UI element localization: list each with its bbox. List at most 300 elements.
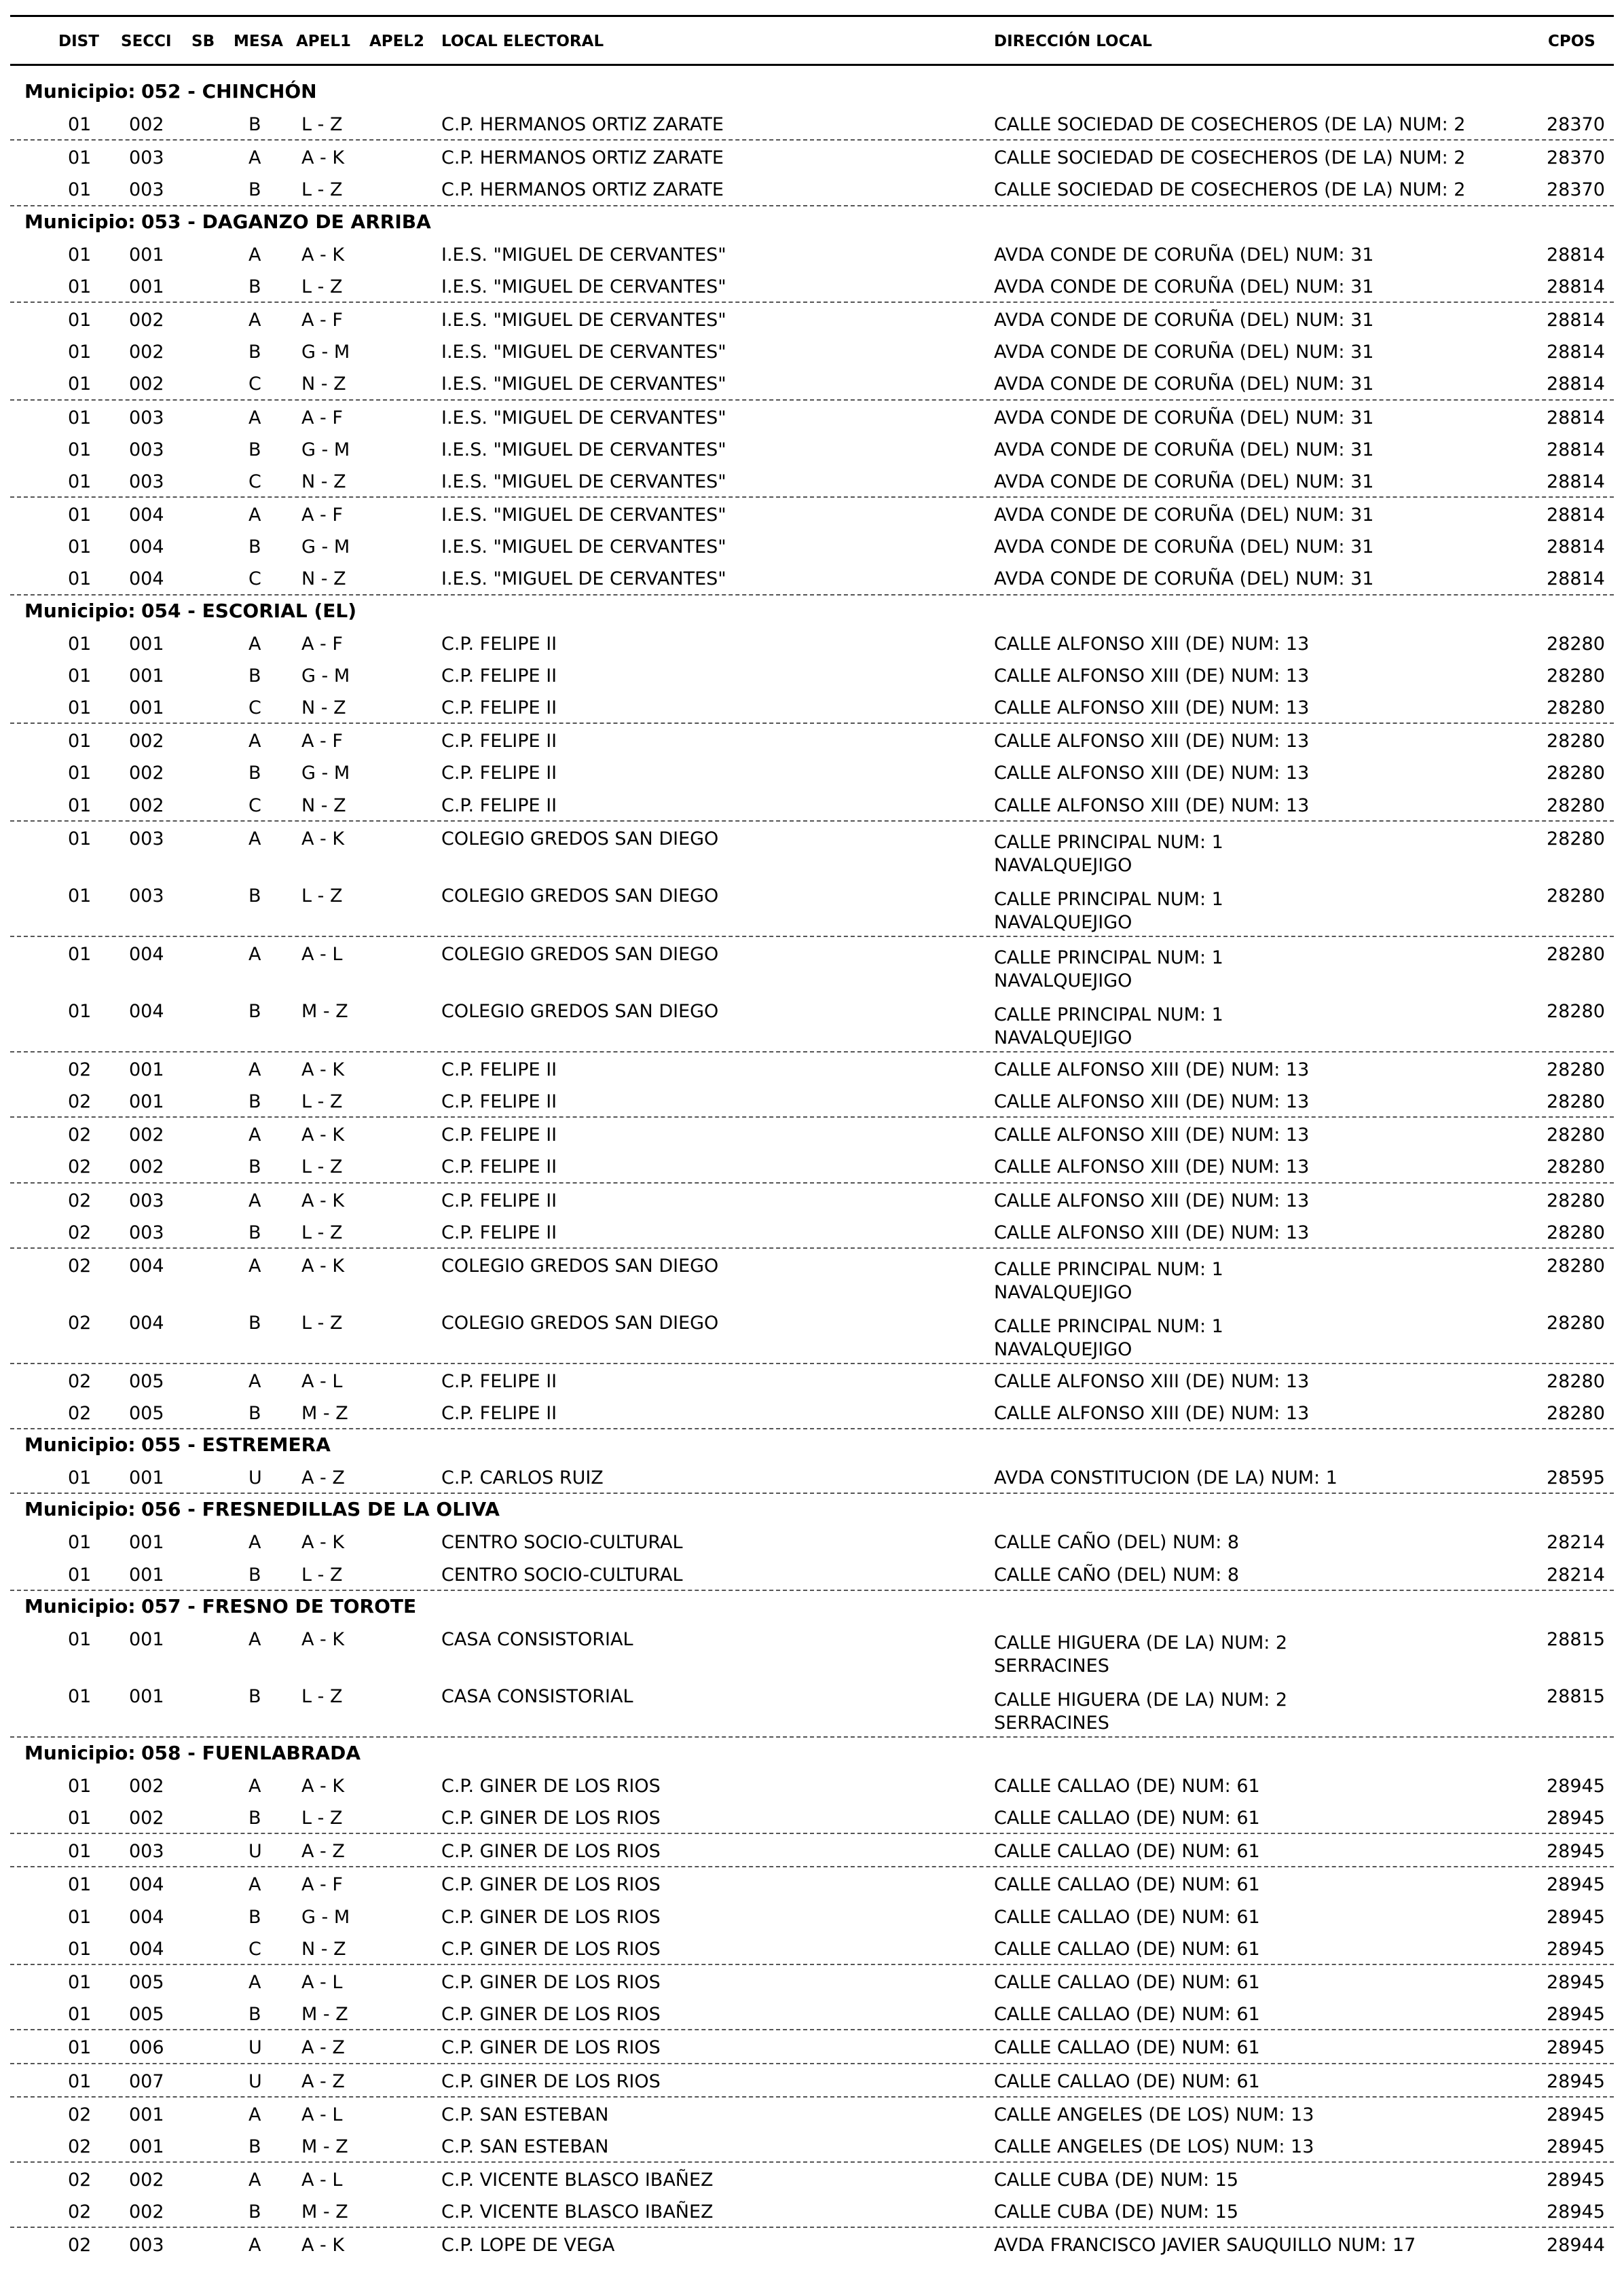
cell-cpos: 28280: [1547, 1403, 1605, 1425]
column-header-apel1: APEL1: [296, 33, 352, 50]
cell-mesa: A: [248, 828, 261, 849]
cell-dist: 01: [68, 536, 92, 558]
cell-mesa: B: [248, 763, 261, 784]
cell-cpos: 28814: [1547, 471, 1605, 492]
table-row: [0, 1306, 1624, 1363]
cell-secci: 002: [129, 1124, 164, 1146]
cell-local-electoral: I.E.S. "MIGUEL DE CERVANTES": [441, 276, 726, 297]
municipio-name: 058 - FUENLABRADA: [141, 1741, 361, 1764]
cell-apel1: L - Z: [301, 1156, 343, 1178]
cell-direccion-local: CALLE ALFONSO XIII (DE) NUM: 13: [994, 1091, 1310, 1112]
municipio-label: Municipio:: [24, 210, 136, 233]
cell-dist: 02: [68, 1156, 92, 1178]
cell-direccion-local: CALLE ALFONSO XIII (DE) NUM: 13: [994, 697, 1310, 718]
cell-dist: 02: [68, 1222, 92, 1243]
cell-local-electoral: CENTRO SOCIO-CULTURAL: [441, 1532, 683, 1554]
cell-dist: 02: [68, 2235, 92, 2256]
direccion-line-2: SERRACINES: [994, 1655, 1109, 1677]
cell-mesa: B: [248, 1312, 261, 1334]
table-row: [0, 2030, 1624, 2062]
cell-dist: 01: [68, 828, 92, 849]
column-header-apel2: APEL2: [369, 33, 425, 50]
cell-local-electoral: C.P. GINER DE LOS RIOS: [441, 1841, 661, 1863]
cell-cpos: 28280: [1547, 1312, 1605, 1334]
cell-direccion-local: CALLE ALFONSO XIII (DE) NUM: 13: [994, 1059, 1310, 1080]
cell-direccion-local: CALLE ALFONSO XIII (DE) NUM: 13: [994, 1403, 1310, 1425]
cell-dist: 01: [68, 697, 92, 718]
cell-direccion-local: CALLE SOCIEDAD DE COSECHEROS (DE LA) NUM: 2: [994, 179, 1466, 201]
cell-local-electoral: COLEGIO GREDOS SAN DIEGO: [441, 885, 719, 907]
cell-cpos: 28945: [1547, 2104, 1605, 2125]
column-header-dist: DIST: [58, 33, 99, 50]
cell-cpos: 28370: [1547, 147, 1605, 169]
cell-mesa: B: [248, 1564, 261, 1586]
cell-direccion-local: [994, 888, 1223, 934]
cell-direccion-local: [994, 947, 1223, 993]
cell-direccion-local: CALLE CALLAO (DE) NUM: 61: [994, 2004, 1260, 2026]
cell-secci: 005: [129, 2004, 164, 2026]
cell-direccion-local: [994, 1004, 1223, 1050]
cell-secci: 001: [129, 697, 164, 718]
cell-dist: 01: [68, 505, 92, 526]
cell-secci: 004: [129, 568, 164, 590]
cell-apel1: M - Z: [301, 2004, 348, 2026]
cell-local-electoral: COLEGIO GREDOS SAN DIEGO: [441, 1312, 719, 1334]
cell-dist: 02: [68, 1059, 92, 1080]
cell-dist: 01: [68, 1775, 92, 1797]
cell-local-electoral: C.P. FELIPE II: [441, 1091, 557, 1112]
table-row: [0, 1525, 1624, 1557]
cell-dist: 01: [68, 1000, 92, 1022]
cell-cpos: 28280: [1547, 1000, 1605, 1022]
column-header-direccion-local: DIRECCIÓN LOCAL: [994, 33, 1152, 50]
cell-dist: 01: [68, 1532, 92, 1554]
cell-apel1: A - L: [301, 1370, 343, 1392]
table-row: [0, 562, 1624, 593]
cell-direccion-local: AVDA CONDE DE CORUÑA (DEL) NUM: 31: [994, 276, 1374, 297]
table-row: [0, 1184, 1624, 1215]
cell-direccion-local: CALLE CUBA (DE) NUM: 15: [994, 2201, 1239, 2223]
cell-local-electoral: C.P. GINER DE LOS RIOS: [441, 2070, 661, 2092]
cell-secci: 002: [129, 2201, 164, 2223]
cell-direccion-local: CALLE ANGELES (DE LOS) NUM: 13: [994, 2136, 1314, 2157]
cell-cpos: 28814: [1547, 244, 1605, 266]
cell-secci: 002: [129, 2170, 164, 2191]
cell-dist: 01: [68, 763, 92, 784]
cell-apel1: A - F: [301, 505, 343, 526]
cell-apel1: A - Z: [301, 1841, 345, 1863]
table-row: [0, 1150, 1624, 1182]
cell-dist: 01: [68, 633, 92, 655]
cell-apel1: A - K: [301, 1059, 345, 1080]
cell-apel1: A - K: [301, 2235, 345, 2256]
direccion-line-1: CALLE PRINCIPAL NUM: 1: [994, 831, 1223, 853]
municipio-name: 053 - DAGANZO DE ARRIBA: [141, 210, 431, 233]
cell-local-electoral: I.E.S. "MIGUEL DE CERVANTES": [441, 536, 726, 558]
cell-cpos: 28945: [1547, 2070, 1605, 2092]
cell-secci: 002: [129, 309, 164, 331]
cell-cpos: 28945: [1547, 1874, 1605, 1896]
direccion-line-2: NAVALQUEJIGO: [994, 1281, 1132, 1303]
cell-dist: 01: [68, 1628, 92, 1650]
cell-local-electoral: C.P. LOPE DE VEGA: [441, 2235, 615, 2256]
cell-local-electoral: C.P. GINER DE LOS RIOS: [441, 1906, 661, 1928]
table-row: [0, 659, 1624, 691]
cell-cpos: 28280: [1547, 885, 1605, 907]
cell-dist: 01: [68, 2004, 92, 2026]
table-row: [0, 1867, 1624, 1899]
cell-local-electoral: I.E.S. "MIGUEL DE CERVANTES": [441, 407, 726, 428]
cell-cpos: 28814: [1547, 407, 1605, 428]
cell-cpos: 28370: [1547, 179, 1605, 201]
cell-cpos: 28280: [1547, 828, 1605, 849]
cell-cpos: 28945: [1547, 1808, 1605, 1829]
table-row: [0, 2098, 1624, 2129]
cell-cpos: 28280: [1547, 1255, 1605, 1277]
cell-direccion-local: [994, 1315, 1223, 1361]
cell-mesa: A: [248, 943, 261, 965]
cell-dist: 01: [68, 1971, 92, 1993]
cell-mesa: A: [248, 505, 261, 526]
cell-secci: 005: [129, 1403, 164, 1425]
cell-direccion-local: AVDA CONDE DE CORUÑA (DEL) NUM: 31: [994, 568, 1374, 590]
cell-secci: 004: [129, 505, 164, 526]
cell-apel1: A - F: [301, 731, 343, 752]
cell-direccion-local: CALLE ALFONSO XIII (DE) NUM: 13: [994, 731, 1310, 752]
cell-mesa: C: [248, 794, 261, 816]
table-row: [0, 1558, 1624, 1590]
cell-secci: 004: [129, 943, 164, 965]
table-row: [0, 724, 1624, 756]
cell-dist: 02: [68, 2201, 92, 2223]
municipio-heading: [0, 1591, 1624, 1622]
header-top-rule: [10, 15, 1614, 17]
cell-direccion-local: CALLE ALFONSO XIII (DE) NUM: 13: [994, 633, 1310, 655]
cell-local-electoral: C.P. FELIPE II: [441, 1370, 557, 1392]
cell-secci: 001: [129, 1467, 164, 1489]
cell-direccion-local: CALLE ALFONSO XIII (DE) NUM: 13: [994, 1190, 1310, 1211]
cell-dist: 01: [68, 407, 92, 428]
cell-dist: 01: [68, 147, 92, 169]
table-row: [0, 2163, 1624, 2195]
cell-local-electoral: I.E.S. "MIGUEL DE CERVANTES": [441, 342, 726, 363]
cell-apel1: A - K: [301, 1532, 345, 1554]
cell-cpos: 28814: [1547, 373, 1605, 395]
cell-local-electoral: C.P. VICENTE BLASCO IBAÑEZ: [441, 2170, 714, 2191]
table-row: [0, 2195, 1624, 2227]
cell-local-electoral: C.P. FELIPE II: [441, 633, 557, 655]
cell-secci: 003: [129, 828, 164, 849]
cell-secci: 003: [129, 439, 164, 460]
cell-secci: 002: [129, 731, 164, 752]
cell-local-electoral: CASA CONSISTORIAL: [441, 1628, 633, 1650]
cell-secci: 003: [129, 1841, 164, 1863]
cell-local-electoral: C.P. FELIPE II: [441, 1124, 557, 1146]
cell-local-electoral: C.P. GINER DE LOS RIOS: [441, 1938, 661, 1960]
cell-dist: 01: [68, 373, 92, 395]
cell-mesa: B: [248, 2136, 261, 2157]
municipio-name: 056 - FRESNEDILLAS DE LA OLIVA: [141, 1498, 500, 1521]
table-row: [0, 1364, 1624, 1396]
cell-mesa: B: [248, 342, 261, 363]
table-row: [0, 1215, 1624, 1247]
cell-dist: 02: [68, 1190, 92, 1211]
cell-direccion-local: CALLE CALLAO (DE) NUM: 61: [994, 2070, 1260, 2092]
direccion-line-1: CALLE PRINCIPAL NUM: 1: [994, 888, 1223, 910]
cell-secci: 005: [129, 1971, 164, 1993]
direccion-line-1: CALLE HIGUERA (DE LA) NUM: 2: [994, 1689, 1288, 1710]
cell-secci: 002: [129, 373, 164, 395]
cell-direccion-local: AVDA CONDE DE CORUÑA (DEL) NUM: 31: [994, 373, 1374, 395]
cell-direccion-local: CALLE SOCIEDAD DE COSECHEROS (DE LA) NUM: 2: [994, 147, 1466, 169]
cell-secci: 002: [129, 794, 164, 816]
table-row: [0, 1679, 1624, 1736]
cell-secci: 001: [129, 244, 164, 266]
cell-apel1: L - Z: [301, 1222, 343, 1243]
cell-apel1: N - Z: [301, 1938, 346, 1960]
cell-cpos: 28945: [1547, 1775, 1605, 1797]
cell-cpos: 28280: [1547, 1190, 1605, 1211]
cell-mesa: C: [248, 471, 261, 492]
cell-direccion-local: AVDA CONDE DE CORUÑA (DEL) NUM: 31: [994, 439, 1374, 460]
cell-mesa: C: [248, 1938, 261, 1960]
cell-local-electoral: C.P. SAN ESTEBAN: [441, 2104, 609, 2125]
cell-cpos: 28280: [1547, 794, 1605, 816]
table-row: [0, 270, 1624, 301]
table-body: [0, 76, 1624, 2261]
cell-secci: 004: [129, 1000, 164, 1022]
table-row: [0, 788, 1624, 820]
cell-cpos: 28815: [1547, 1628, 1605, 1650]
cell-apel1: L - Z: [301, 1808, 343, 1829]
cell-local-electoral: I.E.S. "MIGUEL DE CERVANTES": [441, 373, 726, 395]
cell-cpos: 28280: [1547, 1370, 1605, 1392]
cell-apel1: G - M: [301, 763, 350, 784]
cell-apel1: G - M: [301, 665, 350, 687]
cell-local-electoral: I.E.S. "MIGUEL DE CERVANTES": [441, 309, 726, 331]
cell-apel1: L - Z: [301, 1312, 343, 1334]
cell-cpos: 28280: [1547, 731, 1605, 752]
cell-apel1: M - Z: [301, 2136, 348, 2157]
cell-secci: 004: [129, 1906, 164, 1928]
cell-dist: 01: [68, 179, 92, 201]
cell-direccion-local: CALLE CAÑO (DEL) NUM: 8: [994, 1532, 1240, 1554]
cell-apel1: L - Z: [301, 276, 343, 297]
cell-secci: 003: [129, 885, 164, 907]
table-row: [0, 530, 1624, 562]
table-row: [0, 367, 1624, 399]
cell-mesa: B: [248, 439, 261, 460]
direccion-line-2: NAVALQUEJIGO: [994, 1338, 1132, 1360]
cell-secci: 006: [129, 2037, 164, 2059]
cell-dist: 01: [68, 568, 92, 590]
cell-secci: 005: [129, 1370, 164, 1392]
cell-dist: 01: [68, 309, 92, 331]
table-row: [0, 1997, 1624, 2029]
cell-apel1: L - Z: [301, 179, 343, 201]
cell-dist: 01: [68, 1564, 92, 1586]
cell-apel1: A - K: [301, 244, 345, 266]
cell-mesa: A: [248, 2170, 261, 2191]
cell-dist: 02: [68, 1403, 92, 1425]
cell-local-electoral: I.E.S. "MIGUEL DE CERVANTES": [441, 244, 726, 266]
cell-mesa: B: [248, 536, 261, 558]
column-header-secci: SECCI: [121, 33, 172, 50]
cell-apel1: L - Z: [301, 885, 343, 907]
cell-apel1: G - M: [301, 439, 350, 460]
cell-local-electoral: C.P. VICENTE BLASCO IBAÑEZ: [441, 2201, 714, 2223]
table-row: [0, 107, 1624, 139]
cell-dist: 02: [68, 2170, 92, 2191]
municipio-heading: [0, 596, 1624, 627]
cell-mesa: B: [248, 1685, 261, 1707]
cell-cpos: 28280: [1547, 1124, 1605, 1146]
cell-local-electoral: I.E.S. "MIGUEL DE CERVANTES": [441, 439, 726, 460]
table-row: [0, 822, 1624, 879]
cell-mesa: B: [248, 2201, 261, 2223]
cell-cpos: 28945: [1547, 2201, 1605, 2223]
cell-mesa: B: [248, 1403, 261, 1425]
municipio-heading: [0, 1429, 1624, 1461]
table-row: [0, 433, 1624, 464]
municipio-name: 055 - ESTREMERA: [141, 1433, 331, 1457]
column-header-cpos: CPOS: [1548, 33, 1595, 50]
cell-direccion-local: [994, 831, 1223, 877]
cell-dist: 02: [68, 2104, 92, 2125]
cell-apel1: A - F: [301, 407, 343, 428]
cell-apel1: L - Z: [301, 114, 343, 135]
table-row: [0, 1834, 1624, 1866]
cell-secci: 003: [129, 179, 164, 201]
direccion-line-2: NAVALQUEJIGO: [994, 970, 1132, 991]
table-row: [0, 1461, 1624, 1493]
cell-dist: 01: [68, 1841, 92, 1863]
cell-dist: 02: [68, 1370, 92, 1392]
cell-cpos: 28595: [1547, 1467, 1605, 1489]
cell-direccion-local: CALLE ALFONSO XIII (DE) NUM: 13: [994, 1124, 1310, 1146]
cell-secci: 001: [129, 633, 164, 655]
direccion-line-1: CALLE PRINCIPAL NUM: 1: [994, 1004, 1223, 1025]
cell-cpos: 28814: [1547, 536, 1605, 558]
cell-secci: 002: [129, 342, 164, 363]
table-row: [0, 1900, 1624, 1932]
cell-direccion-local: AVDA CONDE DE CORUÑA (DEL) NUM: 31: [994, 471, 1374, 492]
cell-cpos: 28944: [1547, 2235, 1605, 2256]
direccion-line-1: CALLE PRINCIPAL NUM: 1: [994, 1315, 1223, 1337]
cell-dist: 01: [68, 114, 92, 135]
table-row: [0, 627, 1624, 659]
cell-apel1: M - Z: [301, 1000, 348, 1022]
cell-secci: 004: [129, 1874, 164, 1896]
cell-local-electoral: COLEGIO GREDOS SAN DIEGO: [441, 1255, 719, 1277]
table-row: [0, 2064, 1624, 2096]
cell-direccion-local: [994, 1632, 1287, 1678]
cell-secci: 002: [129, 114, 164, 135]
cell-cpos: 28945: [1547, 2170, 1605, 2191]
cell-apel1: A - K: [301, 828, 345, 849]
cell-apel1: A - F: [301, 633, 343, 655]
cell-dist: 01: [68, 1467, 92, 1489]
table-row: [0, 238, 1624, 270]
cell-local-electoral: C.P. GINER DE LOS RIOS: [441, 2004, 661, 2026]
direccion-line-1: CALLE HIGUERA (DE LA) NUM: 2: [994, 1632, 1288, 1653]
cell-local-electoral: C.P. FELIPE II: [441, 1059, 557, 1080]
cell-direccion-local: CALLE CALLAO (DE) NUM: 61: [994, 1874, 1260, 1896]
cell-secci: 002: [129, 1808, 164, 1829]
cell-cpos: 28280: [1547, 1222, 1605, 1243]
cell-secci: 003: [129, 2235, 164, 2256]
cell-cpos: 28280: [1547, 665, 1605, 687]
cell-cpos: 28815: [1547, 1685, 1605, 1707]
cell-dist: 01: [68, 794, 92, 816]
cell-direccion-local: CALLE CALLAO (DE) NUM: 61: [994, 1971, 1260, 1993]
table-row: [0, 756, 1624, 788]
municipio-heading: [0, 206, 1624, 238]
cell-mesa: B: [248, 114, 261, 135]
cell-mesa: A: [248, 633, 261, 655]
cell-secci: 001: [129, 1685, 164, 1707]
cell-mesa: C: [248, 373, 261, 395]
cell-local-electoral: C.P. HERMANOS ORTIZ ZARATE: [441, 179, 724, 201]
cell-apel1: A - Z: [301, 2070, 345, 2092]
cell-direccion-local: CALLE ALFONSO XIII (DE) NUM: 13: [994, 1156, 1310, 1178]
cell-mesa: A: [248, 1190, 261, 1211]
cell-cpos: 28814: [1547, 439, 1605, 460]
table-row: [0, 1396, 1624, 1428]
cell-dist: 01: [68, 471, 92, 492]
cell-apel1: A - K: [301, 1124, 345, 1146]
table-row: [0, 1801, 1624, 1833]
cell-dist: 02: [68, 2136, 92, 2157]
cell-direccion-local: [994, 1689, 1287, 1735]
table-row: [0, 498, 1624, 530]
cell-dist: 01: [68, 276, 92, 297]
municipio-heading: [0, 76, 1624, 107]
cell-local-electoral: C.P. FELIPE II: [441, 1156, 557, 1178]
cell-direccion-local: CALLE ANGELES (DE LOS) NUM: 13: [994, 2104, 1314, 2125]
cell-direccion-local: CALLE SOCIEDAD DE COSECHEROS (DE LA) NUM: 2: [994, 114, 1466, 135]
table-row: [0, 401, 1624, 433]
cell-direccion-local: AVDA FRANCISCO JAVIER SAUQUILLO NUM: 17: [994, 2235, 1416, 2256]
cell-mesa: B: [248, 1222, 261, 1243]
direccion-line-2: NAVALQUEJIGO: [994, 911, 1132, 933]
cell-local-electoral: C.P. GINER DE LOS RIOS: [441, 2037, 661, 2059]
cell-mesa: B: [248, 1091, 261, 1112]
cell-mesa: A: [248, 1628, 261, 1650]
cell-cpos: 28280: [1547, 943, 1605, 965]
cell-mesa: A: [248, 407, 261, 428]
cell-local-electoral: COLEGIO GREDOS SAN DIEGO: [441, 1000, 719, 1022]
cell-mesa: A: [248, 1971, 261, 1993]
cell-secci: 001: [129, 2104, 164, 2125]
cell-mesa: B: [248, 1156, 261, 1178]
cell-secci: 004: [129, 1938, 164, 1960]
cell-apel1: L - Z: [301, 1091, 343, 1112]
table-row: [0, 1622, 1624, 1679]
cell-local-electoral: C.P. FELIPE II: [441, 665, 557, 687]
cell-dist: 01: [68, 1906, 92, 1928]
cell-apel1: A - L: [301, 943, 343, 965]
table-row: [0, 2228, 1624, 2260]
cell-apel1: G - M: [301, 536, 350, 558]
cell-cpos: 28370: [1547, 114, 1605, 135]
table-row: [0, 141, 1624, 172]
table-row: [0, 1769, 1624, 1801]
cell-secci: 007: [129, 2070, 164, 2092]
municipio-label: Municipio:: [24, 1433, 136, 1457]
table-row: [0, 1249, 1624, 1306]
cell-direccion-local: CALLE ALFONSO XIII (DE) NUM: 13: [994, 1222, 1310, 1243]
